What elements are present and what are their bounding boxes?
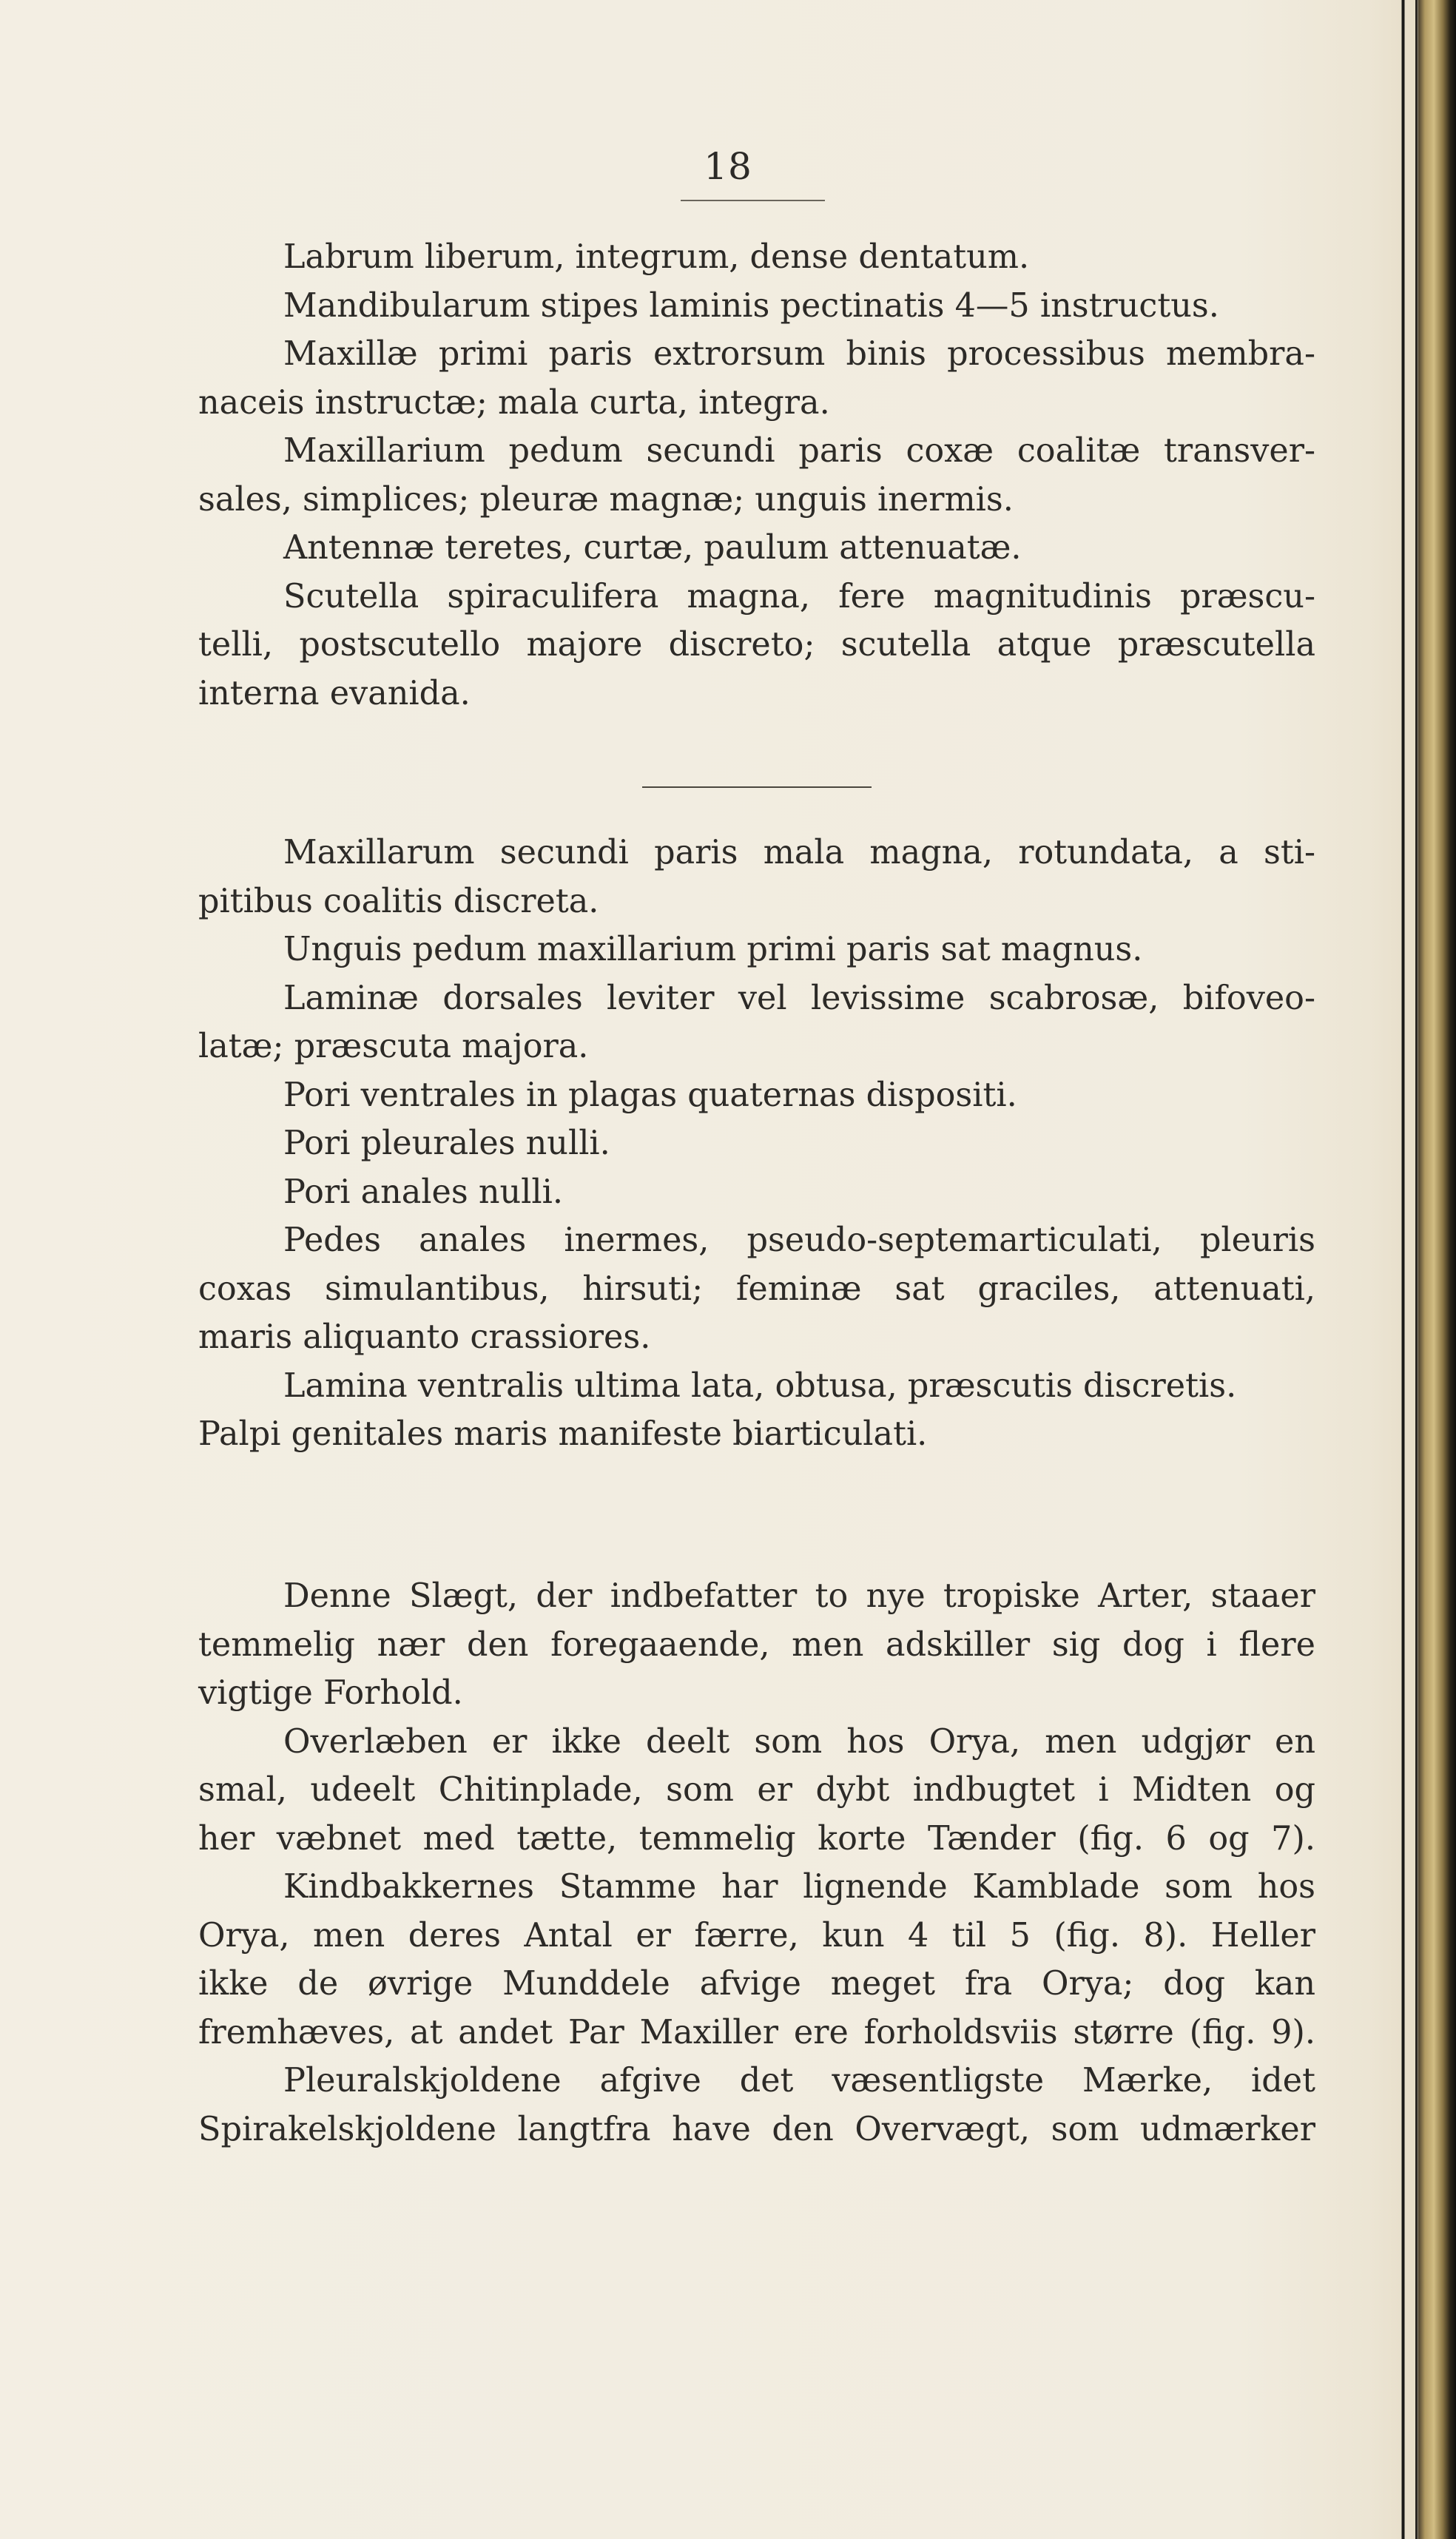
- page-number: 18: [704, 145, 752, 188]
- text-line: Pori pleurales nulli.: [283, 1124, 610, 1162]
- page-number-rule: [681, 200, 825, 201]
- danish-block: [198, 1572, 1315, 2154]
- text-line: Denne Slægt, der indbefatter to nye tropiske Arter, staaer: [283, 1577, 1315, 1615]
- text-line: Palpi genitales maris manifeste biarticulati.: [198, 1415, 928, 1453]
- section-divider: [642, 786, 872, 788]
- text-line: her væbnet med tætte, temmelig korte Tænder (fig. 6 og 7).: [198, 1819, 1315, 1858]
- binding-line: [1415, 0, 1418, 2539]
- text-line: Pedes anales inermes, pseudo-septemarticulati, pleuris: [283, 1221, 1315, 1259]
- text-line: telli, postscutello majore discreto; scutella atque præscutella: [198, 626, 1315, 664]
- text-line: Mandibularum stipes laminis pectinatis 4—5 instructus.: [283, 286, 1219, 325]
- text-line: pitibus coalitis discreta.: [198, 882, 599, 920]
- latin-block-1: [198, 233, 1315, 718]
- text-line: fremhæves, at andet Par Maxiller ere forholdsviis større (fig. 9).: [198, 2013, 1315, 2051]
- text-line: Kindbakkernes Stamme har lignende Kamblade som hos: [283, 1868, 1315, 1906]
- text-line: Laminæ dorsales leviter vel levissime scabrosæ, bifoveo-: [283, 979, 1315, 1017]
- text-line: latæ; præscuta majora.: [198, 1028, 589, 1065]
- latin-block-2: [198, 829, 1315, 1459]
- text-line: Pori ventrales in plagas quaternas dispositi.: [283, 1076, 1017, 1114]
- text-line: temmelig nær den foregaaende, men adskiller sig dog i flere: [198, 1625, 1315, 1664]
- text-line: Orya, men deres Antal er færre, kun 4 til 5 (fig. 8). Heller: [198, 1916, 1315, 1955]
- text-line: Pleuralskjoldene afgive det væsentligste Mærke, idet: [283, 2062, 1315, 2100]
- text-line: naceis instructæ; mala curta, integra.: [198, 383, 830, 422]
- text-line: Labrum liberum, integrum, dense dentatum.: [283, 238, 1030, 276]
- text-line: Spirakelskjoldene langtfra have den Overvægt, som udmærker: [198, 2110, 1315, 2148]
- text-line: Scutella spiraculifera magna, fere magnitudinis præscu-: [283, 577, 1315, 616]
- text-line: Antennæ teretes, curtæ, paulum attenuatæ.: [283, 529, 1022, 567]
- text-line: Pori anales nulli.: [283, 1173, 564, 1211]
- text-line: Maxillæ primi paris extrorsum binis processibus membra-: [283, 335, 1315, 373]
- text-line: Unguis pedum maxillarium primi paris sat magnus.: [283, 931, 1143, 968]
- text-line: smal, udeelt Chitinplade, som er dybt indbugtet i Midten og: [198, 1771, 1315, 1809]
- text-line: maris aliquanto crassiores.: [198, 1318, 651, 1356]
- text-line: Maxillarium pedum secundi paris coxæ coalitæ transver-: [283, 432, 1315, 470]
- text-line: Overlæben er ikke deelt som hos Orya, men udgjør en: [283, 1722, 1315, 1761]
- book-binding-edge: [1388, 0, 1456, 2539]
- text-line: coxas simulantibus, hirsuti; feminæ sat graciles, attenuati,: [198, 1270, 1315, 1308]
- text-line: Maxillarum secundi paris mala magna, rotundata, a sti-: [283, 834, 1315, 871]
- text-line: ikke de øvrige Munddele afvige meget fra Orya; dog kan: [198, 1965, 1315, 2003]
- text-line: vigtige Forhold.: [198, 1674, 463, 1712]
- text-line: interna evanida.: [198, 674, 471, 712]
- text-line: Lamina ventralis ultima lata, obtusa, præscutis discretis.: [283, 1366, 1237, 1405]
- text-line: sales, simplices; pleuræ magnæ; unguis inermis.: [198, 480, 1014, 519]
